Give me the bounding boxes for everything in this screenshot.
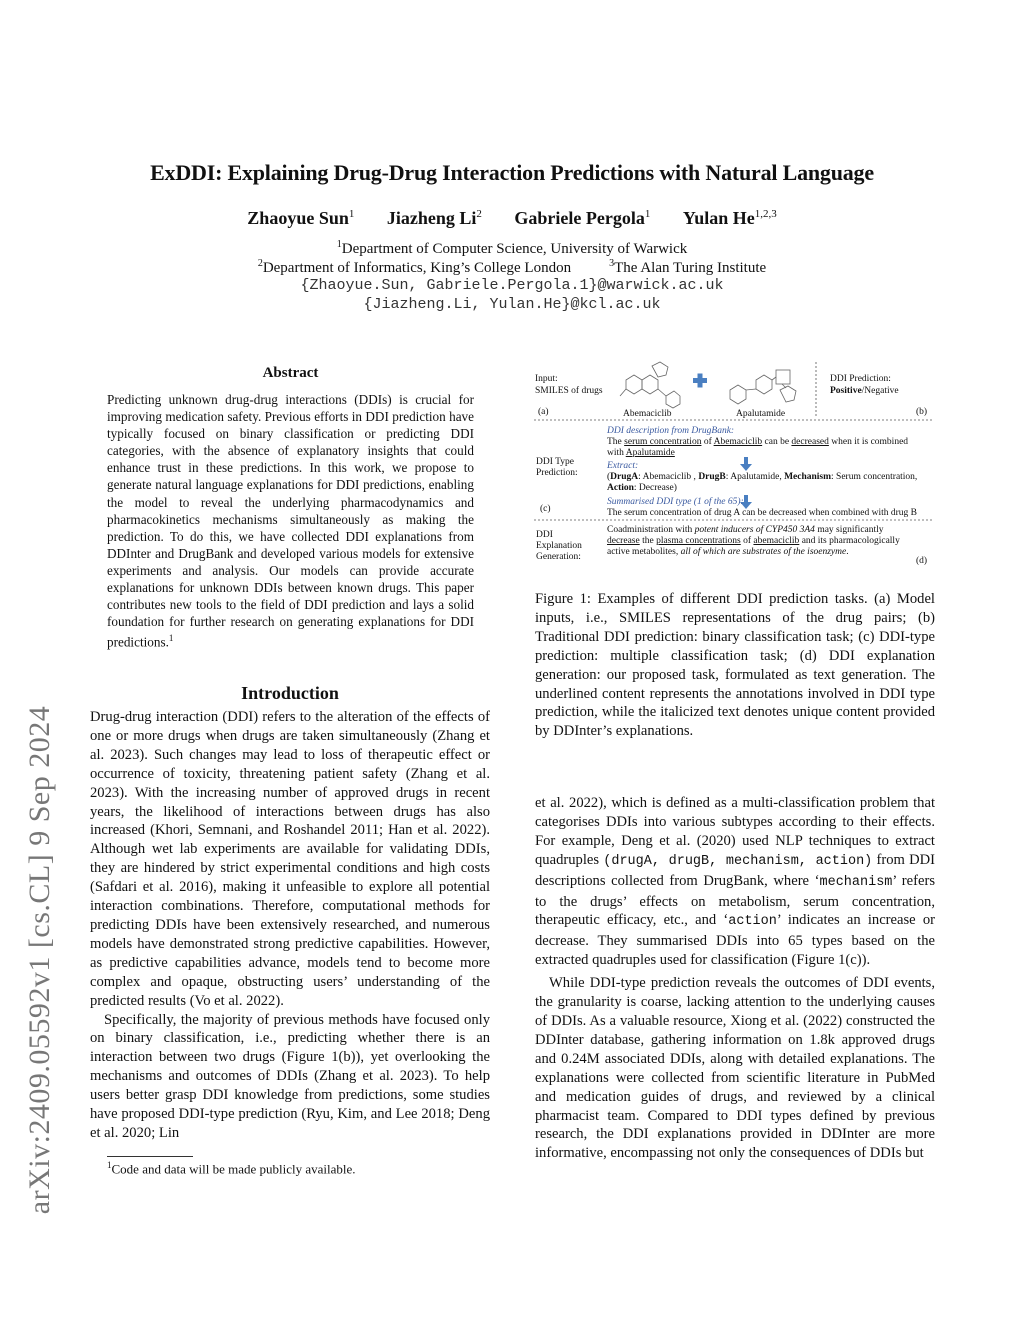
right-paragraph-2: While DDI-type prediction reveals the outcomes of DDI events, the granularity is coarse, lacking attention to the underlying causes of DDIs. As a valuable resource, Xiong et al. (2022) constructed the DDInter database, gathering information on 1.8k approved drugs and 0.24M associated DDIs, along with detailed explanations. The explanations were collected from scientific literature in PubMed and medication guides of drugs, and reviewed by a clinical pharmacist team. Compared to DDI types defined by previous research, the DDI explanations provided in DDInter are more informative, encompassing not only the consequences of DDIs but [535, 975, 935, 1162]
plus-icon [693, 374, 707, 388]
ddi-explanation-label: DDI Explanation Generation: [536, 530, 582, 562]
panel-d-label: (d) [916, 556, 928, 566]
abstract-footnote-mark: 1 [168, 633, 174, 644]
author-4: Yulan He$^{1,2,3}$ [682, 208, 777, 228]
author-2: Jiazheng Li$^2$ [386, 208, 482, 228]
summarised-type: Summarised DDI type (1 of the 65): The serum concentration of drug A can be decreased when combined with drug B [607, 497, 917, 518]
drug-a-name: Abemaciclib [623, 409, 672, 419]
email-line-2: {Jiazheng.Li, Yulan.He}@kcl.ac.uk [363, 296, 661, 313]
author-3: Gabriele Pergola$^1$ [514, 208, 651, 228]
footnote: $^1$Code and data will be made publicly available. [107, 1160, 356, 1177]
right-column-body [535, 794, 935, 1163]
email-line-1: {Zhaoyue.Sun, Gabriele.Pergola.1}@warwick.ac.uk [300, 277, 724, 294]
panel-a-label: (a) [538, 407, 549, 417]
ddi-prediction-label: DDI Prediction: [830, 374, 891, 384]
figure-1-caption: Figure 1: Examples of different DDI prediction tasks. (a) Model inputs, i.e., SMILES representations of the drug pairs; (b) Traditional DDI prediction: binary classification task; (c) DDI-type prediction: multiple classification task; (d) DDI explanation generation: our proposed task, formulated as text generation. The underlined content represents the annotations involved in DDI type prediction, while the italicized text denotes unique content provided by DDInter’s explanations. [535, 591, 935, 740]
intro-paragraph-2: Specifically, the majority of previous methods have focused only on binary classification, i.e., predicting whether there is an interaction between two drugs (Figure 1(b)), yet overlooking the mechanisms and outcomes of DDIs (Zhang et al. 2023). To help users better grasp DDI knowledge from predictions, some studies have proposed DDI-type prediction (Ryu, Kim, and Lee 2018; Deng et al. 2020; Lin [90, 1011, 490, 1141]
affiliation-1: $^1$Department of Computer Science, University of Warwick [336, 239, 688, 257]
apalutamide-molecule-icon [730, 370, 796, 404]
panel-c-label: (c) [540, 504, 551, 514]
explanation-text: Coadministration with potent inducers of CYP450 3A4 may significantly decrease the plasma concentrations of abemaciclib and its pharmacologically active metabolites, all of which are substrates of the isoenzyme. [607, 525, 900, 557]
abstract-heading: Abstract [262, 365, 319, 381]
input-label: Input: [535, 374, 558, 384]
introduction-heading: Introduction [241, 683, 339, 703]
arxiv-sidebar [12, 364, 68, 1215]
footnote-rule [107, 1156, 193, 1157]
binary-outcome: Positive/Negative [830, 386, 899, 396]
figure-1 [534, 360, 934, 580]
drugbank-description: DDI description from DrugBank: The serum concentration of Abemaciclib can be decreased when it is combined with Apalutamide [607, 426, 909, 458]
panel-b-label: (b) [916, 407, 928, 417]
introduction-body [90, 708, 490, 1143]
abemaciclib-molecule-icon [620, 362, 680, 408]
abstract-body: Predicting unknown drug-drug interactions (DDIs) is crucial for improving medication safety. Previous efforts in DDI prediction have typically focused on binary classification or predicting DDI categories, with the absence of explanatory insights that could enhance trust in these predictions. In this work, we propose to generate natural language explanations for DDI predictions, enabling the model to reveal the underlying pharmacodynamics and pharmacokinetics mechanisms simultaneously as making the prediction. To do this, we have collected DDI explanations from DDInter and DrugBank and developed various models for extensive experiments and analysis. Our models can provide accurate explanations for unknown DDIs between known drugs. This paper contributes new tools to the field of DDI prediction and lays a solid foundation for further research on generating explanations for DDI predictions.$^1$ [107, 392, 474, 650]
arxiv-identifier: arXiv:2409.05592v1 [cs.CL] 9 Sep 2024 [23, 705, 56, 1215]
author-1: Zhaoyue Sun$^1$ [247, 208, 355, 228]
drug-b-name: Apalutamide [736, 409, 786, 419]
smiles-label: SMILES of drugs [535, 386, 603, 396]
intro-paragraph-1: Drug-drug interaction (DDI) refers to the alteration of the effects of one or more drugs when drugs are taken simultaneously (Zhang et al. 2023). Such changes may lead to loss of therapeutic effect or occurrence of toxicity, threatening patient safety (Zhang et al. 2023). With the increasing number of approved drugs in recent years, the likelihood of interactions between drugs has also increased (Khori, Semnani, and Roshandel 2011; Han et al. 2022). Although wet lab experiments are available for validating DDIs, they are hindered by strict experimental conditions and high costs (Safdari et al. 2016), making it unfeasible to explore all potential interaction combinations. Therefore, computational methods for predicting DDIs have been extensively researched, and numerous models have demonstrated strong predictive capabilities. However, as predictive capabilities advance, models tend to become more complex and opaque, obstructing users’ understanding of the predicted results (Vo et al. 2022). [90, 709, 490, 1009]
author-list [0, 208, 1024, 229]
affiliation-2-3: $^2$Department of Informatics, King’s College London $^3$The Alan Turing Institute [257, 258, 767, 276]
extract-block: Extract: (DrugA: Abemaciclib , DrugB: Apalutamide, Mechanism: Serum concentration, Action: Decrease) [607, 461, 918, 493]
ddi-type-label: DDI Type Prediction: [536, 457, 578, 478]
right-paragraph-1: et al. 2022), which is defined as a multi-classification problem that categorises DDIs into various subtypes according to their effects. For example, Deng et al. (2020) used NLP techniques to extract quadruples (drugA, drugB, mechanism, action) from DDI descriptions collected from DrugBank, where ‘mechanism’ refers to the drugs’ effects on metabolism, serum concentration, therapeutic efficacy, etc., and ‘action’ indicates an increase or decrease. They summarised DDIs into 65 types based on the extracted quadruples used for classification (Figure 1(c)). [535, 795, 936, 969]
paper-title: ExDDI: Explaining Drug-Drug Interaction Predictions with Natural Language [150, 160, 874, 185]
